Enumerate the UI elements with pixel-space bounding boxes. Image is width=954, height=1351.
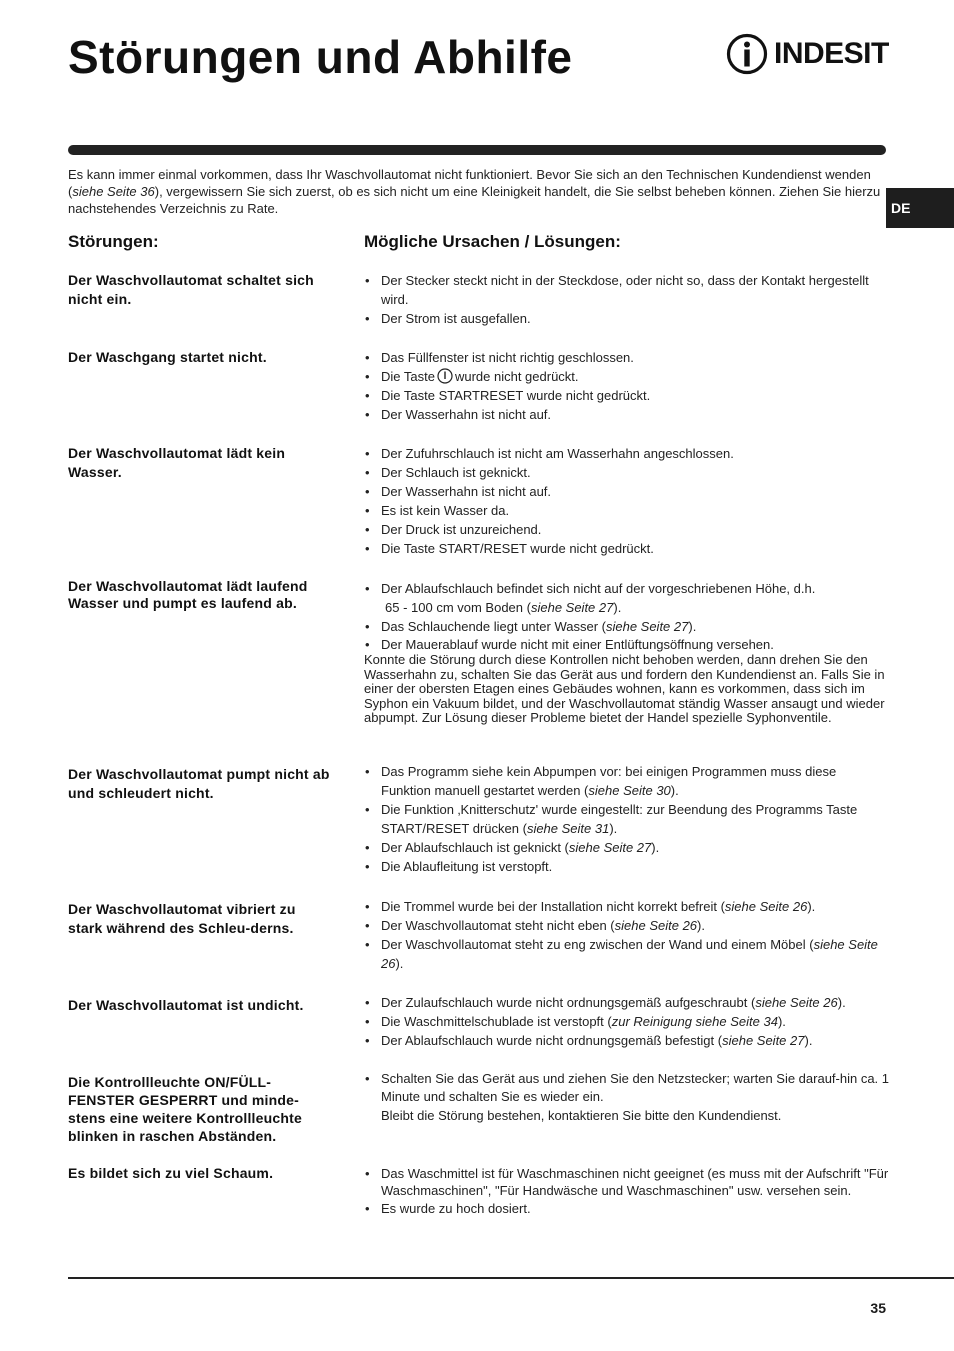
list-item: • Die Ablaufleitung ist verstopft. (364, 857, 889, 876)
footer-divider (68, 1277, 954, 1279)
note-paragraph: Konnte die Störung durch diese Kontrollen nicht behoben werden, dann drehen Sie den Wasserhahn zu, schalten Sie das Gerät aus und fordern den Kundendienst an. Falls Sie in einer der obersten Etagen eines Gebäudes wohnen, kann es vorkommen, dass sich im Syphon ein Vakuum bildet, und der Waschvollautomat ständig Wasser ansaugt und wieder abpumpt. Zur Lösung dieser Probleme bietet der Handel spezielle Syphonventile. (364, 652, 885, 725)
brand-i-icon (726, 32, 768, 76)
list-item: • Schalten Sie das Gerät aus und ziehen Sie den Netzstecker; warten Sie darauf-hin ca. 1 Minute und schalten Sie es wieder ein. (364, 1070, 889, 1106)
list-item: • Der Ablaufschlauch ist geknickt (siehe Seite 27). (364, 838, 889, 857)
list-item: • Das Schlauchende liegt unter Wasser (siehe Seite 27). (364, 617, 889, 636)
problem-too-much-foam: Es bildet sich zu viel Schaum. (68, 1165, 274, 1181)
list-item: • Der Ablaufschlauch wurde nicht ordnungsgemäß befestigt (siehe Seite 27). (364, 1031, 889, 1050)
solutions-no-drain-spin (364, 762, 889, 876)
page-number: 35 (870, 1300, 886, 1316)
list-item: • Es ist kein Wasser da. (364, 501, 889, 520)
problem-no-drain-spin: Der Waschvollautomat pumpt nicht ab und schleudert nicht. (68, 766, 330, 801)
list-item: • Die Funktion ‚Knitterschutz' wurde eingestellt: zur Beendung des Programms Taste START/RESET drücken (siehe Seite 31). (364, 800, 889, 838)
list-item: • Der Zufuhrschlauch ist nicht am Wasserhahn angeschlossen. (364, 444, 889, 463)
list-item: • Der Zulaufschlauch wurde nicht ordnungsgemäß aufgeschraubt (siehe Seite 26). (364, 993, 889, 1012)
list-item: • Das Füllfenster ist nicht richtig geschlossen. (364, 348, 889, 367)
intro-paragraph: Es kann immer einmal vorkommen, dass Ihr Waschvollautomat nicht funktioniert. Bevor Sie sich an den Technischen Kundendienst wenden (siehe Seite 36), vergewissern Sie sich zuerst, ob es sich nicht um eine Kleinigkeit handelt, die Sie selbst beheben können. Ziehen Sie hierzu nachstehendes Verzeichnis zu Rate. (68, 167, 881, 216)
problem-no-water-intake: Der Waschvollautomat lädt kein Wasser. (68, 445, 286, 480)
language-tab: DE (886, 188, 954, 228)
list-item: • Die Taste START/RESET wurde nicht gedrückt. (364, 539, 889, 558)
list-item: • Der Wasserhahn ist nicht auf. (364, 405, 889, 424)
power-button-icon (437, 368, 453, 384)
list-item: • Der Druck ist unzureichend. (364, 520, 889, 539)
solutions-wash-not-starting (364, 348, 889, 424)
list-item: • Es wurde zu hoch dosiert. (364, 1199, 889, 1218)
solutions-continuous-fill-drain (364, 579, 889, 726)
list-item: • Das Waschmittel ist für Waschmaschinen nicht geeignet (es muss mit der Aufschrift "Für Waschmaschinen", "Für Handwäsche und Waschmaschinen" usw. versehen sein. (364, 1165, 889, 1199)
problem-wash-not-starting: Der Waschgang startet nicht. (68, 349, 267, 365)
problem-excess-vibration: Der Waschvollautomat vibriert zu stark während des Schleu-derns. (68, 901, 296, 936)
solutions-no-power-on (364, 271, 889, 328)
problem-continuous-fill-drain: Der Waschvollautomat lädt laufend Wasser und pumpt es laufend ab. (68, 578, 308, 611)
list-item: • Der Ablaufschlauch befindet sich nicht auf der vorgeschriebenen Höhe, d.h. 65 - 100 cm vom Boden (siehe Seite 27). (364, 579, 889, 617)
list-item: • Der Schlauch ist geknickt. (364, 463, 889, 482)
problem-leaking: Der Waschvollautomat ist undicht. (68, 997, 304, 1013)
solutions-indicator-blinking (364, 1070, 889, 1125)
list-item: • Der Mauerablauf wurde nicht mit einer Entlüftungsöffnung versehen. (364, 636, 889, 653)
list-item: Bleibt die Störung bestehen, kontaktieren Sie bitte den Kundendienst. (381, 1108, 782, 1123)
solutions-excess-vibration (364, 897, 889, 973)
solutions-too-much-foam (364, 1165, 889, 1218)
list-item: • Der Strom ist ausgefallen. (364, 309, 889, 328)
solutions-no-water-intake (364, 444, 889, 558)
problem-no-power-on: Der Waschvollautomat schaltet sich nicht ein. (68, 272, 314, 307)
brand-wordmark: INDESIT (774, 37, 889, 70)
list-item: • Der Waschvollautomat steht nicht eben (siehe Seite 26). (364, 916, 889, 935)
list-item: • Das Programm siehe kein Abpumpen vor: bei einigen Programmen muss diese Funktion manuell gestartet werden (siehe Seite 30). (364, 762, 889, 800)
list-item: • Der Wasserhahn ist nicht auf. (364, 482, 889, 501)
list-item: • Die Taste wurde nicht gedrückt. (364, 367, 889, 386)
page-title: Störungen und Abhilfe (68, 31, 573, 83)
header-divider (68, 145, 886, 155)
brand-logo (726, 32, 889, 76)
list-item: • Die Trommel wurde bei der Installation nicht korrekt befreit (siehe Seite 26). (364, 897, 889, 916)
solutions-heading: Mögliche Ursachen / Lösungen: (364, 232, 621, 251)
list-item: • Die Waschmittelschublade ist verstopft (zur Reinigung siehe Seite 34). (364, 1012, 889, 1031)
list-item: • Der Waschvollautomat steht zu eng zwischen der Wand und einem Möbel (siehe Seite 26). (364, 935, 889, 973)
problems-heading: Störungen: (68, 232, 159, 251)
problem-indicator-blinking: Die Kontrollleuchte ON/FÜLL-FENSTER GESPERRT und minde-stens eine weitere Kontrollleuchte blinken in raschen Abständen. (68, 1074, 302, 1144)
solutions-leaking (364, 993, 889, 1050)
list-item: • Die Taste STARTRESET wurde nicht gedrückt. (364, 386, 889, 405)
list-item: • Der Stecker steckt nicht in der Steckdose, oder nicht so, dass der Kontakt hergestellt wird. (364, 271, 889, 309)
